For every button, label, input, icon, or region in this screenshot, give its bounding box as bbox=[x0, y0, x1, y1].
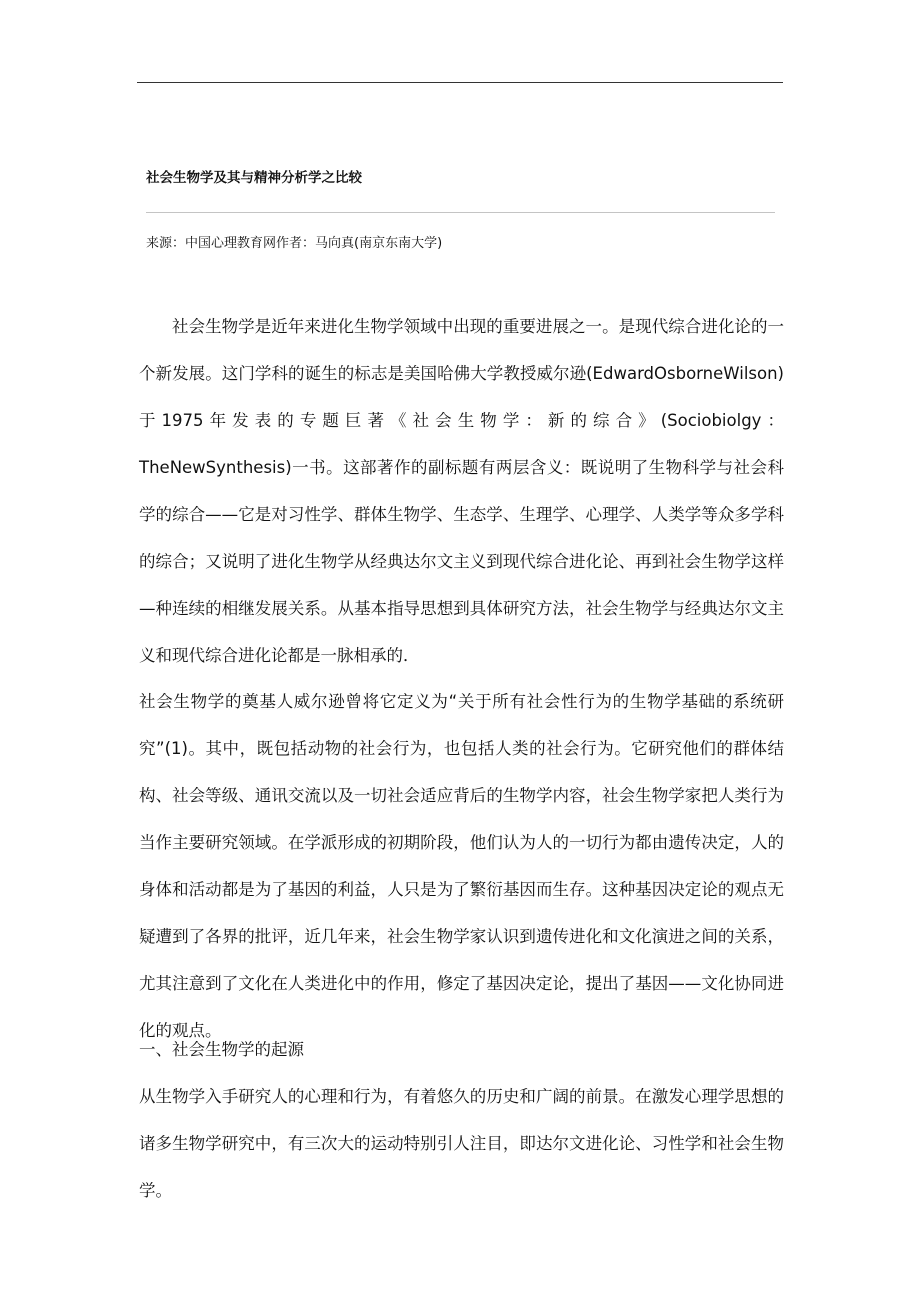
paragraph-text: 社会生物学是近年来进化生物学领域中出现的重要进展之一。是现代综合进化论的一个新发展。这门学科的诞生的标志是美国哈佛大学教授威尔逊(EdwardOsborneWilson)于1975年发表的专题巨著《社会生物学：新的综合》(Sociobiolgy：TheNewSynthesis)一书。这部著作的副标题有两层含义：既说明了生物科学与社会科学的综合——它是对习性学、群体生物学、生态学、生理学、心理学、人类学等众多学科的综合；又说明了进化生物学从经典达尔文主义到现代综合进化论、再到社会生物学这样—种连续的相继发展关系。从基本指导思想到具体研究方法，社会生物学与经典达尔文主义和现代综合进化论都是一脉相承的． bbox=[139, 317, 784, 665]
paragraph-origin bbox=[139, 1073, 784, 1214]
paragraph-intro bbox=[139, 303, 784, 679]
paragraph-text: 从生物学入手研究人的心理和行为，有着悠久的历史和广阔的前景。在激发心理学思想的诸多生物学研究中，有三次大的运动特别引人注目，即达尔文进化论、习性学和社会生物学。 bbox=[139, 1087, 784, 1200]
title-divider bbox=[146, 212, 775, 213]
header-rule bbox=[137, 82, 783, 83]
paragraph-text: 社会生物学的奠基人威尔逊曾将它定义为“关于所有社会性行为的生物学基础的系统研究”(1)。其中，既包括动物的社会行为，也包括人类的社会行为。它研究他们的群体结构、社会等级、通讯交流以及一切社会适应背后的生物学内容，社会生物学家把人类行为当作主要研究领域。在学派形成的初期阶段，他们认为人的一切行为都由遗传决定，人的身体和活动都是为了基因的利益，人只是为了繁衍基因而生存。这种基因决定论的观点无疑遭到了各界的批评，近几年来，社会生物学家认识到遗传进化和文化演进之间的关系，尤其注意到了文化在人类进化中的作用，修定了基因决定论，提出了基因——文化协同进化的观点。 bbox=[139, 692, 784, 1040]
source-line: 来源：中国心理教育网作者：马向真(南京东南大学) bbox=[146, 236, 443, 251]
paragraph-definition bbox=[139, 678, 784, 1054]
section-heading: 一、社会生物学的起源 bbox=[139, 1040, 304, 1059]
article-title: 社会生物学及其与精神分析学之比较 bbox=[146, 170, 362, 186]
